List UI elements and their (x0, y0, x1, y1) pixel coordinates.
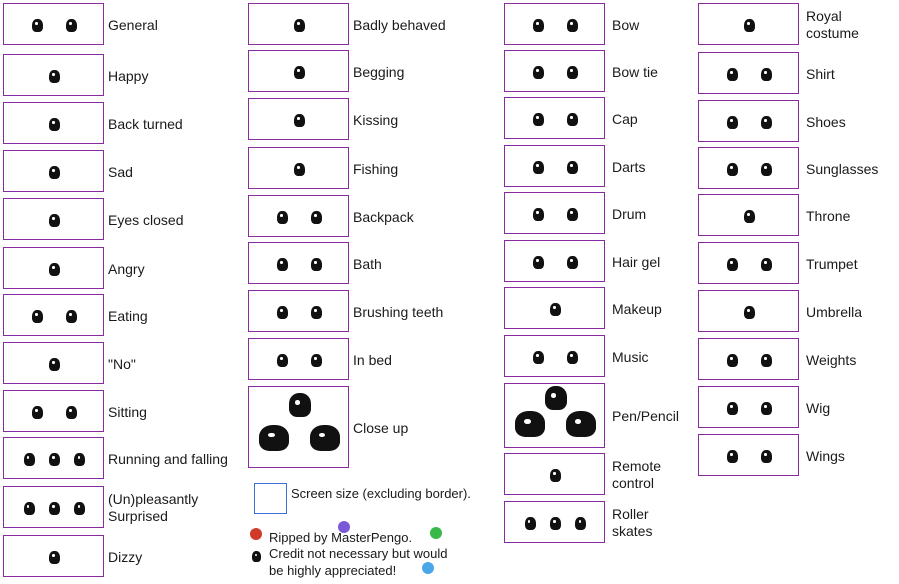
label-eating: Eating (108, 307, 148, 324)
sprite-frame-general (3, 3, 104, 45)
credit-line-1: Ripped by MasterPengo. (269, 530, 413, 545)
sprite-frame-music (504, 335, 605, 377)
character-sprite (566, 411, 596, 437)
label-bow-tie: Bow tie (612, 63, 658, 80)
label-umbrella: Umbrella (806, 303, 863, 320)
label-brushing-teeth: Brushing teeth (353, 303, 444, 320)
label-sad: Sad (108, 163, 133, 180)
label-roller-skates: Roller skates (612, 506, 653, 539)
sprite-frame-makeup (504, 287, 605, 329)
sprite-frame-bath (248, 242, 349, 284)
sprite-frame-weights (698, 338, 799, 380)
character-sprite (515, 411, 545, 437)
character-sprite (49, 263, 60, 276)
character-sprite (525, 517, 536, 530)
character-sprite (727, 354, 738, 367)
sprite-frame-happy (3, 54, 104, 96)
character-sprite (49, 551, 60, 564)
character-sprite (277, 306, 288, 319)
label-angry: Angry (108, 260, 145, 277)
label-music: Music (612, 348, 649, 365)
sprite-frame-sunglasses (698, 147, 799, 189)
label-close-up: Close up (353, 419, 409, 436)
label-pen-pencil: Pen/Pencil (612, 408, 679, 424)
label-makeup: Makeup (612, 300, 662, 317)
character-sprite (294, 163, 305, 176)
sprite-frame-unpleasantly-surprised (3, 486, 104, 528)
character-sprite (567, 66, 578, 79)
character-sprite (49, 453, 60, 466)
character-sprite (311, 306, 322, 319)
character-sprite (49, 214, 60, 227)
character-sprite (49, 166, 60, 179)
label-sunglasses: Sunglasses (806, 160, 879, 177)
character-sprite (727, 402, 738, 415)
sprite-frame-eyes-closed (3, 198, 104, 240)
character-sprite (761, 402, 772, 415)
frog-icon (430, 527, 442, 539)
label-hair-gel: Hair gel (612, 253, 661, 270)
character-sprite (533, 161, 544, 174)
sprite-frame-eating (3, 294, 104, 336)
sprite-frame-back-turned (3, 102, 104, 144)
sprite-frame-kissing (248, 98, 349, 140)
sprite-frame-remote-control (504, 453, 605, 495)
mini-character-icon (252, 551, 261, 562)
sprite-frame-drum (504, 192, 605, 234)
sprite-frame-hair-gel (504, 240, 605, 282)
label-sitting: Sitting (108, 403, 147, 420)
sprite-frame-throne (698, 194, 799, 236)
label-fishing: Fishing (353, 160, 399, 177)
character-sprite (66, 19, 77, 32)
character-sprite (727, 116, 738, 129)
credit-line-2: Credit not necessary but would (269, 546, 448, 561)
label-trumpet: Trumpet (806, 255, 858, 272)
character-sprite (310, 425, 340, 451)
character-sprite (533, 351, 544, 364)
sprite-frame-wings (698, 434, 799, 476)
sprite-frame-angry (3, 247, 104, 289)
sprite-frame-sitting (3, 390, 104, 432)
character-sprite (311, 258, 322, 271)
character-sprite (550, 469, 561, 482)
blob-icon (422, 562, 434, 574)
sprite-frame-sad (3, 150, 104, 192)
label-drum: Drum (612, 205, 647, 222)
label-back-turned: Back turned (108, 115, 183, 132)
sprite-frame-shoes (698, 100, 799, 142)
character-sprite (277, 211, 288, 224)
sprite-frame-backpack (248, 195, 349, 237)
sprite-frame-roller-skates (504, 501, 605, 543)
label-in-bed: In bed (353, 351, 392, 368)
character-sprite (727, 450, 738, 463)
label-general: General (108, 16, 158, 33)
character-sprite (533, 256, 544, 269)
sprite-frame-in-bed (248, 338, 349, 380)
character-sprite (311, 354, 322, 367)
screen-size-note: Screen size (excluding border). (291, 486, 471, 501)
label-happy: Happy (108, 67, 149, 84)
character-sprite (74, 502, 85, 515)
label-dizzy: Dizzy (108, 548, 143, 565)
character-sprite (761, 163, 772, 176)
label-bow: Bow (612, 16, 640, 33)
label-wig: Wig (806, 399, 831, 416)
label-darts: Darts (612, 158, 646, 175)
character-sprite (49, 502, 60, 515)
label-no: "No" (108, 355, 136, 372)
label-backpack: Backpack (353, 208, 414, 225)
character-sprite (727, 258, 738, 271)
sprite-frame-cap (504, 97, 605, 139)
character-sprite (289, 393, 311, 417)
sprite-frame-royal-costume (698, 3, 799, 45)
label-kissing: Kissing (353, 111, 399, 128)
label-wings: Wings (806, 447, 845, 464)
character-sprite (294, 114, 305, 127)
sprite-frame-trumpet (698, 242, 799, 284)
character-sprite (49, 118, 60, 131)
character-sprite (567, 208, 578, 221)
character-sprite (744, 306, 755, 319)
character-sprite (277, 258, 288, 271)
parrot-icon (250, 528, 262, 540)
sprite-frame-running-falling (3, 437, 104, 479)
character-sprite (567, 351, 578, 364)
character-sprite (294, 66, 305, 79)
label-shirt: Shirt (806, 65, 835, 82)
character-sprite (32, 19, 43, 32)
character-sprite (744, 19, 755, 32)
label-begging: Begging (353, 63, 405, 80)
sprite-frame-no (3, 342, 104, 384)
character-sprite (533, 113, 544, 126)
sprite-frame-bow (504, 3, 605, 45)
sprite-frame-fishing (248, 147, 349, 189)
character-sprite (32, 310, 43, 323)
character-sprite (49, 358, 60, 371)
credit-line-3: be highly appreciated! (269, 563, 397, 578)
label-weights: Weights (806, 351, 857, 368)
sprite-frame-begging (248, 50, 349, 92)
character-sprite (550, 303, 561, 316)
label-badly-behaved: Badly behaved (353, 16, 446, 33)
character-sprite (24, 502, 35, 515)
character-sprite (567, 19, 578, 32)
label-bath: Bath (353, 255, 382, 272)
character-sprite (294, 19, 305, 32)
character-sprite (575, 517, 586, 530)
label-unpleasantly-surprised: (Un)pleasantly Surprised (108, 491, 199, 524)
character-sprite (74, 453, 85, 466)
label-eyes-closed: Eyes closed (108, 211, 184, 228)
character-sprite (761, 68, 772, 81)
character-sprite (761, 354, 772, 367)
character-sprite (727, 68, 738, 81)
label-shoes: Shoes (806, 113, 846, 130)
label-cap: Cap (612, 110, 638, 127)
screen-size-sample-box (254, 483, 287, 514)
label-throne: Throne (806, 207, 851, 224)
label-remote-control: Remote control (612, 458, 662, 491)
label-royal-costume: Royal costume (806, 8, 859, 41)
character-sprite (567, 161, 578, 174)
character-sprite (545, 386, 567, 410)
character-sprite (533, 208, 544, 221)
character-sprite (32, 406, 43, 419)
sprite-frame-pen-pencil (504, 383, 605, 448)
character-sprite (24, 453, 35, 466)
sprite-frame-close-up (248, 386, 349, 468)
character-sprite (533, 19, 544, 32)
sprite-frame-umbrella (698, 290, 799, 332)
character-sprite (533, 66, 544, 79)
character-sprite (66, 406, 77, 419)
sprite-frame-darts (504, 145, 605, 187)
character-sprite (567, 256, 578, 269)
label-running-falling: Running and falling (108, 450, 228, 467)
character-sprite (761, 258, 772, 271)
sprite-frame-shirt (698, 52, 799, 94)
character-sprite (277, 354, 288, 367)
character-sprite (66, 310, 77, 323)
character-sprite (567, 113, 578, 126)
sprite-frame-brushing-teeth (248, 290, 349, 332)
character-sprite (744, 210, 755, 223)
sprite-frame-badly-behaved (248, 3, 349, 45)
character-sprite (311, 211, 322, 224)
sprite-frame-wig (698, 386, 799, 428)
sprite-frame-bow-tie (504, 50, 605, 92)
character-sprite (550, 517, 561, 530)
character-sprite (259, 425, 289, 451)
character-sprite (49, 70, 60, 83)
sprite-frame-dizzy (3, 535, 104, 577)
character-sprite (727, 163, 738, 176)
character-sprite (761, 450, 772, 463)
character-sprite (761, 116, 772, 129)
